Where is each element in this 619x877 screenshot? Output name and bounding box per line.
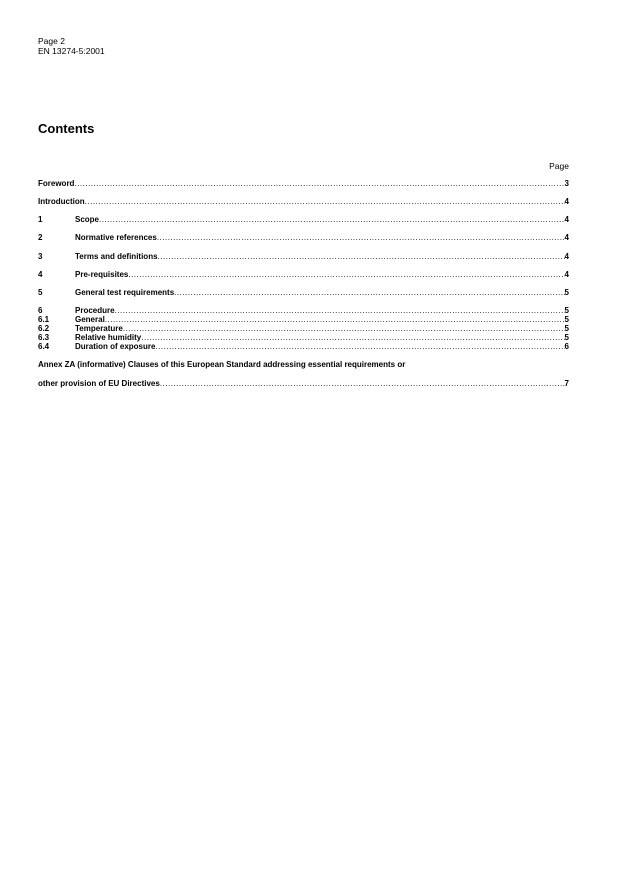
toc-entry-pre-requisites[interactable] — [38, 270, 569, 280]
toc-entry-title: General test requirements — [75, 288, 175, 297]
toc-entry-number: 5 — [38, 288, 43, 297]
toc-entry-number: 1 — [38, 215, 43, 224]
toc-entry-page: 4 — [564, 270, 569, 279]
toc-entry-foreword[interactable] — [38, 179, 569, 189]
page-column-label: Page — [549, 161, 569, 171]
toc-leader-dots — [99, 215, 565, 225]
toc-entry-title: Normative references — [75, 233, 157, 242]
toc-entry-page: 5 — [564, 324, 569, 333]
toc-entry-page: 5 — [564, 288, 569, 297]
standard-code: EN 13274-5:2001 — [38, 45, 105, 56]
toc-entry-number: 6.3 — [38, 333, 50, 342]
toc-entry-title: Foreword — [38, 179, 75, 188]
toc-entry-general-test-requirements[interactable] — [38, 288, 569, 298]
toc-entry-number: 4 — [38, 270, 43, 279]
toc-entry-page: 7 — [564, 379, 569, 388]
toc-entry-title: Relative humidity — [75, 333, 142, 342]
toc-leader-dots — [128, 270, 564, 280]
toc-entry-title: other provision of EU Directives — [38, 379, 160, 388]
toc-entry-number: 6.2 — [38, 324, 50, 333]
toc-entry-page: 6 — [564, 342, 569, 351]
toc-leader-dots — [174, 288, 564, 298]
toc-entry-title: Procedure — [75, 306, 115, 315]
toc-entry-title: Terms and definitions — [75, 252, 158, 261]
toc-entry-page: 3 — [564, 179, 569, 188]
toc-leader-dots — [155, 342, 564, 352]
toc-entry-title: General — [75, 315, 105, 324]
toc-entry-page: 5 — [564, 315, 569, 324]
toc-entry-page: 5 — [564, 333, 569, 342]
toc-entry-title: Scope — [75, 215, 100, 224]
toc-entry-duration-of-exposure[interactable] — [38, 342, 569, 352]
toc-entry-introduction[interactable] — [38, 197, 569, 207]
toc-leader-dots — [158, 252, 565, 262]
toc-entry-number: 2 — [38, 233, 43, 242]
toc-entry-normative-references[interactable] — [38, 233, 569, 243]
toc-entry-page: 4 — [564, 197, 569, 206]
toc-entry-title: Temperature — [75, 324, 123, 333]
toc-entry-scope[interactable] — [38, 215, 569, 225]
contents-heading: Contents — [38, 121, 95, 136]
toc-leader-dots — [74, 179, 564, 189]
toc-entry-page: 4 — [564, 215, 569, 224]
toc-entry-annex-za[interactable] — [38, 379, 569, 389]
toc-entry-page: 4 — [564, 252, 569, 261]
toc-entry-page: 4 — [564, 233, 569, 242]
toc-entry-number: 6.4 — [38, 342, 50, 351]
toc-entry-page: 5 — [564, 306, 569, 315]
toc-entry-title: Duration of exposure — [75, 342, 156, 351]
toc-leader-dots — [160, 379, 565, 389]
toc-entry-terms-and-definitions[interactable] — [38, 252, 569, 262]
page-header — [38, 37, 105, 56]
toc-entry-number: 6 — [38, 306, 43, 315]
toc-entry-annex-za-line1[interactable]: Annex ZA (informative) Clauses of this European Standard addressing essential requirements or — [38, 360, 406, 369]
toc-leader-dots — [85, 197, 565, 207]
page-number: Page 2 — [38, 36, 65, 46]
toc-entry-number: 3 — [38, 252, 43, 261]
toc-leader-dots — [157, 233, 565, 243]
toc-entry-title: Pre-requisites — [75, 270, 129, 279]
toc-entry-title: Introduction — [38, 197, 85, 206]
toc-entry-number: 6.1 — [38, 315, 50, 324]
